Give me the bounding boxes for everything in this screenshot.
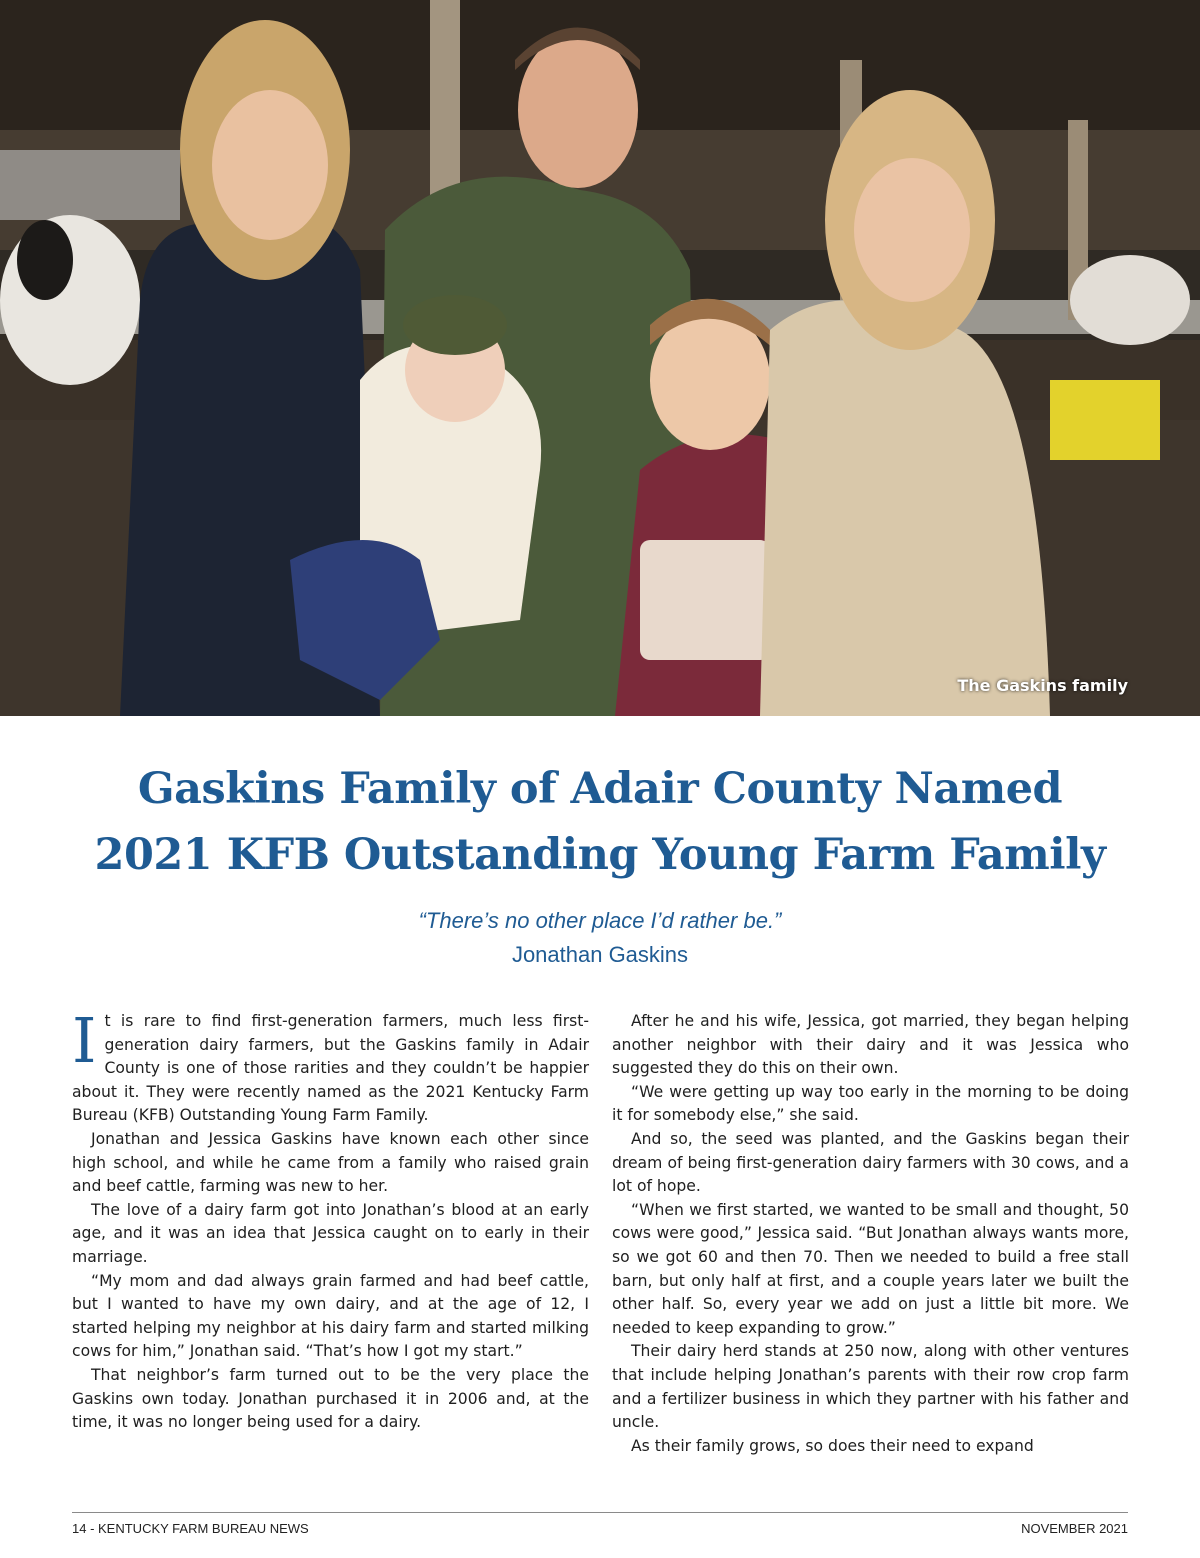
footer-issue-date: NOVEMBER 2021 [1021,1521,1128,1536]
pull-quote-attribution: Jonathan Gaskins [511,942,689,967]
paragraph: Their dairy herd stands at 250 now, along with other ventures that include helping Jonathan’s parents with their row crop farm and a fertilizer business in which they partner with his father and uncle. [612,1342,1129,1432]
paragraph: The love of a dairy farm got into Jonathan’s blood at an early age, and it was an idea that Jessica caught on to early in their marriage. [72,1200,589,1266]
family-photo-illustration [0,0,1200,716]
paragraph: “When we first started, we wanted to be small and thought, 50 cows were good,” Jessica said. “But Jonathan always wants more, so we got 60 and then 70. Then we needed to build a free stall barn, but only half at first, and a couple years later we built the other half. So, every year we add on just a little bit more. We needed to keep expanding to grow.” [612,1200,1129,1337]
article-column-right [612,1010,1129,1458]
paragraph: After he and his wife, Jessica, got married, they began helping another neighbor with their dairy and it was Jessica who suggested they do this on their own. [612,1012,1129,1078]
family-photo [0,0,1200,716]
headline-line-2: 2021 KFB Outstanding Young Farm Family [94,830,1106,880]
paragraph: That neighbor’s farm turned out to be the very place the Gaskins own today. Jonathan purchased it in 2006 and, at the time, it was no longer being used for a dairy. [72,1365,589,1432]
paragraph: As their family grows, so does their need to expand [631,1436,1034,1455]
photo-caption: The Gaskins family [957,676,1128,695]
paragraph: “We were getting up way too early in the morning to be doing it for somebody else,” she said. [612,1082,1129,1125]
footer-page-info: 14 - KENTUCKY FARM BUREAU NEWS [72,1521,309,1536]
footer-divider [72,1512,1128,1513]
drop-cap: I [72,1004,97,1077]
paragraph: “My mom and dad always grain farmed and had beef cattle, but I wanted to have my own dairy, and at the age of 12, I started helping my neighbor at his dairy farm and started milking cows for him,” Jonathan said. “That’s how I got my start.” [72,1271,589,1361]
paragraph: Jonathan and Jessica Gaskins have known each other since high school, and while he came from a family who raised grain and beef cattle, farming was new to her. [72,1129,589,1196]
headline-line-1: Gaskins Family of Adair County Named [137,764,1063,814]
pull-quote-text: “There’s no other place I’d rather be.” [418,908,782,933]
headline [40,756,1160,888]
paragraph [72,1004,589,1128]
paragraph: And so, the seed was planted, and the Gaskins began their dream of being first-generation dairy farmers with 30 cows, and a lot of hope. [612,1129,1129,1196]
paragraph-text: t is rare to find first-generation farmers, much less first-generation dairy farmers, but the Gaskins family in Adair County is one of those rarities and they couldn’t be happier about it. They were recently named as the 2021 Kentucky Farm Bureau (KFB) Outstanding Young Farm Family. [72,1012,589,1125]
article-column-left [72,1004,589,1435]
pull-quote [300,904,900,972]
